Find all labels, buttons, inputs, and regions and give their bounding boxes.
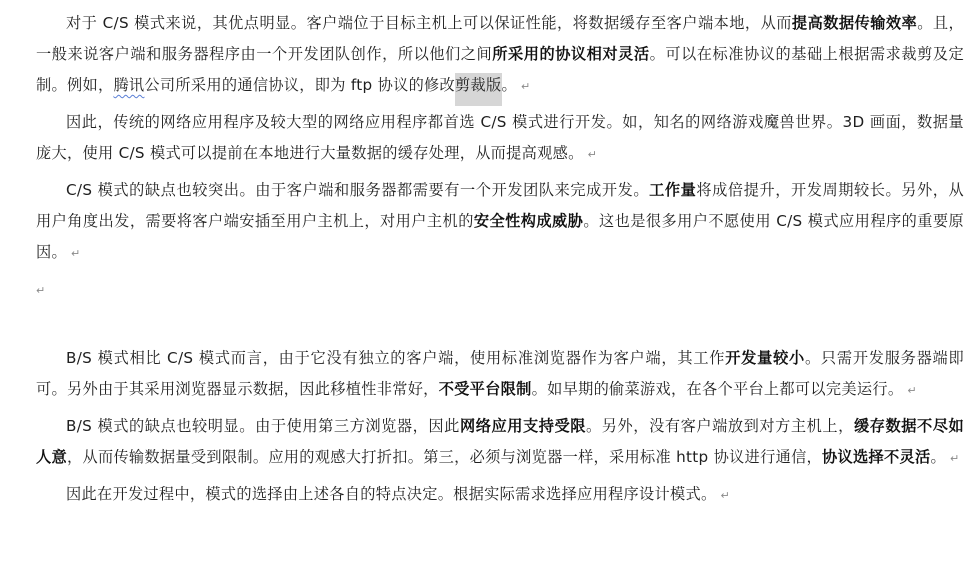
- paragraph-mark-icon: ↵: [587, 148, 598, 161]
- text-run: 。: [930, 448, 946, 466]
- text-run: ，从而传输数据量受到限制。应用的观感大打折扣。第三，必须与浏览器一样，采用标准 http 协议进行通信，: [66, 448, 823, 466]
- paragraph-cs-advantages: [36, 8, 964, 102]
- text-run: 公司所采用的通信协议，即为 ftp 协议的修改: [144, 76, 456, 94]
- selected-text-highlight[interactable]: 剪裁版: [455, 73, 501, 106]
- spellcheck-underlined-word[interactable]: 腾讯: [113, 76, 145, 94]
- text-run: 。只需开发服务器端即可。另外由于其采用浏览器显示数据，因此移植性非常好，: [36, 349, 964, 398]
- text-run: 。可以在标准协议的基础上根据需求裁剪及定制。例如，: [36, 45, 965, 94]
- empty-paragraph: [36, 274, 964, 305]
- paragraph-mark-icon: ↵: [949, 452, 960, 465]
- text-run: 。且，一般来说客户端和服务器程序由一个开发团队创作，所以他们之间: [36, 14, 964, 63]
- paragraph-mark-icon: ↵: [907, 384, 917, 397]
- text-run: 。这也是很多用户不愿使用 C/S 模式应用程序的重要原因。: [36, 212, 964, 261]
- bold-run: 不受平台限制: [438, 380, 532, 398]
- bold-run: 工作量: [649, 181, 697, 199]
- text-run: 因此，传统的网络应用程序及较大型的网络应用程序都首选 C/S 模式进行开发。如，知名的网络游戏魔兽世界。3D 画面，数据量庞大，使用 C/S 模式可以提前在本地进行大量数据的缓存处理，从而提高观感。: [36, 113, 964, 162]
- text-run: 。如早期的偷菜游戏，在各个平台上都可以完美运行。: [531, 380, 904, 398]
- paragraph-cs-disadvantages: [36, 175, 964, 269]
- document-body[interactable]: [36, 8, 964, 516]
- text-run: C/S 模式的缺点也较突出。由于客户端和服务器都需要有一个开发团队来完成开发。: [66, 181, 650, 199]
- bold-run: 安全性构成威胁: [473, 212, 584, 230]
- text-run: 。: [501, 76, 517, 94]
- paragraph-conclusion: [36, 479, 964, 511]
- bold-run: 协议选择不灵活: [822, 448, 931, 466]
- paragraph-bs-disadvantages: [36, 411, 964, 474]
- text-run: 对于 C/S 模式来说，其优点明显。客户端位于目标主机上可以保证性能，将数据缓存至客户端本地，从而: [66, 14, 792, 32]
- bold-run: 提高数据传输效率: [791, 14, 918, 32]
- paragraph-mark-icon: ↵: [70, 247, 81, 260]
- bold-run: 开发量较小: [725, 349, 805, 367]
- bold-run: 所采用的协议相对灵活: [492, 45, 650, 63]
- paragraph-bs-advantages: [36, 343, 964, 406]
- bold-run: 缓存数据不尽如人意: [36, 417, 964, 466]
- paragraph-mark-icon: ↵: [521, 80, 531, 93]
- bold-run: 网络应用支持受限: [459, 417, 587, 435]
- paragraph-mark-icon: ↵: [720, 489, 731, 502]
- text-run: B/S 模式的缺点也较明显。由于使用第三方浏览器，因此: [66, 417, 460, 435]
- paragraph-cs-examples: [36, 107, 964, 170]
- paragraph-mark-icon: ↵: [36, 284, 46, 297]
- text-run: B/S 模式相比 C/S 模式而言，由于它没有独立的客户端，使用标准浏览器作为客户端，其工作: [66, 349, 726, 367]
- text-run: 将成倍提升，开发周期较长。另外，从用户角度出发，需要将客户端安插至用户主机上，对用户主机的: [36, 181, 965, 230]
- text-run: 因此在开发过程中，模式的选择由上述各自的特点决定。根据实际需求选择应用程序设计模式。: [66, 485, 717, 503]
- text-run: 。另外，没有客户端放到对方主机上，: [586, 417, 854, 435]
